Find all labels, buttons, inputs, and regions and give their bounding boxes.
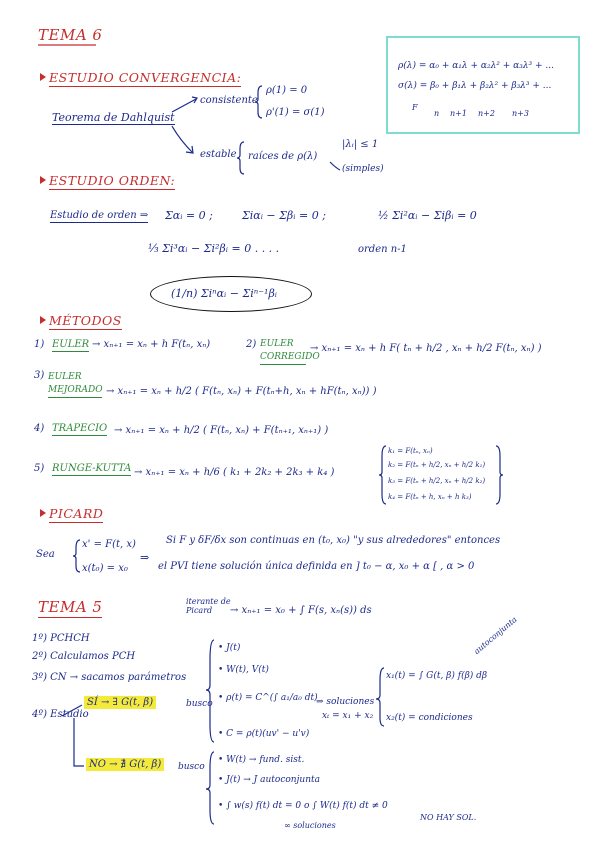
picard-sys-2: x(t₀) = x₀ <box>82 563 128 574</box>
x2-eq: x₂(t) = condiciones <box>386 713 473 723</box>
mark-n: n <box>434 109 440 118</box>
mark-n3: n+3 <box>512 109 529 118</box>
page-title: TEMA 6 <box>38 26 103 44</box>
heading-orden <box>40 175 175 188</box>
heading-convergencia-text: ESTUDIO CONVERGENCIA: <box>49 70 242 85</box>
order-eq-b: Σiαᵢ − Σβᵢ = 0 ; <box>242 209 326 222</box>
consistente-eq2: ρ'(1) = σ(1) <box>266 107 325 118</box>
bullet-a-2: • ρ(t) = C^(∫ a₁/a₀ dt) <box>218 693 318 703</box>
simples-label: (simples) <box>342 164 384 174</box>
heading-picard <box>40 508 103 521</box>
m4-eq: → xₙ₊₁ = xₙ + h/2 ( F(tₙ, xₙ) + F(tₙ₊₁, xₙ₊₁) ) <box>114 425 329 436</box>
rk-k4: k₄ = F(tₙ + h, xₙ + h k₃) <box>388 493 472 501</box>
m5-eq: → xₙ₊₁ = xₙ + h/6 ( k₁ + 2k₂ + 2k₃ + k₄ ) <box>134 467 335 478</box>
m3-eq: → xₙ₊₁ = xₙ + h/2 ( F(tₙ, xₙ) + F(tₙ+h, xₙ + hF(tₙ, xₙ)) ) <box>106 386 377 397</box>
polynomial-box <box>386 36 580 134</box>
si-branch-text: SÍ → ∃ G(t, β) <box>84 696 156 709</box>
consistente-eq1: ρ(1) = 0 <box>266 85 308 96</box>
step-4: 4º) Estudio <box>32 709 89 720</box>
bullet-a-0: • J(t) <box>218 643 241 653</box>
general-order-oval <box>150 276 312 312</box>
rk-k1: k₁ = F(tₙ, xₙ) <box>388 447 433 455</box>
picard-line2: el PVI tiene solución única definida en ] t₀ − α, x₀ + α [ , α > 0 <box>158 561 475 572</box>
bullet-triangle-icon <box>40 316 46 324</box>
consistente-label: consistente <box>200 95 258 106</box>
estable-label: estable <box>200 149 237 160</box>
picard-sys-1: x' = F(t, x) <box>82 539 136 550</box>
no-branch <box>86 760 164 770</box>
autoconjunta-1: autoconjunta <box>472 614 519 656</box>
bullet-b-2: • ∫ w(s) f(t) dt = 0 o ∫ W(t) f(t) dt ≠ 0 <box>218 801 388 811</box>
m4-name: TRAPECIO <box>52 423 108 434</box>
m2-eq: → xₙ₊₁ = xₙ + h F( tₙ + h/2 , xₙ + h/2 F(tₙ, xₙ) ) <box>310 343 542 354</box>
bullet-a-1: • W(t), V(t) <box>218 665 269 675</box>
sea-label: Sea <box>36 549 55 560</box>
order-eq-a: Σαᵢ = 0 ; <box>165 209 213 222</box>
step-2: 2º) Calculamos PCH <box>32 651 136 662</box>
busco-1: busco <box>186 699 213 709</box>
picard-arrow: ⇒ <box>140 551 150 564</box>
mark-n1: n+1 <box>450 109 467 118</box>
heading-orden-text: ESTUDIO ORDEN: <box>49 173 176 188</box>
soluciones-label: ⇒ soluciones <box>316 697 375 707</box>
iterante-eq: → xₙ₊₁ = x₀ + ∫ F(s, xₙ(s)) ds <box>230 605 372 616</box>
m1-num: 1) <box>34 339 45 350</box>
m1-eq: → xₙ₊₁ = xₙ + h F(tₙ, xₙ) <box>92 339 211 350</box>
m2-name: EULER CORREGIDO <box>260 338 306 365</box>
sigma-equation: σ(λ) = β₀ + β₁λ + β₂λ² + β₃λ³ + ... <box>398 81 552 91</box>
m4-num: 4) <box>34 423 45 434</box>
bullet-triangle-icon <box>40 73 46 81</box>
step-1: 1º) PCHCH <box>32 633 90 644</box>
teorema-dahlquist: Teorema de Dahlquist <box>52 111 175 124</box>
bullet-b-0: • W(t) → fund. sist. <box>218 755 305 765</box>
heading-metodos-text: MÉTODOS <box>49 313 122 328</box>
mark-f: F <box>412 103 418 112</box>
bullet-triangle-icon <box>40 509 46 517</box>
no-branch-text: NO → ∄ G(t, β) <box>86 758 164 771</box>
m2-num: 2) <box>246 339 257 350</box>
heading-metodos <box>40 315 122 328</box>
infinitas-soluciones: ∞ soluciones <box>284 821 336 830</box>
heading-picard-text: PICARD <box>49 506 104 521</box>
rk-k2: k₂ = F(tₙ + h/2, xₙ + h/2 k₁) <box>388 461 486 469</box>
picard-line1: Si F y δF/δx son continuas en (t₀, x₀) "y sus alrededores" entonces <box>166 535 501 546</box>
busco-2: busco <box>178 762 205 772</box>
rk-k3: k₃ = F(tₙ + h/2, xₙ + h/2 k₂) <box>388 477 486 485</box>
order-eq-c: ½ Σi²αᵢ − Σiβᵢ = 0 <box>378 209 477 222</box>
order-eq-d: ⅓ Σi³αᵢ − Σi²βᵢ = 0 . . . . <box>148 242 280 255</box>
rho-equation: ρ(λ) = α₀ + α₁λ + α₂λ² + α₃λ³ + ... <box>398 61 554 71</box>
bullet-b-1: • J(t) → J autoconjunta <box>218 775 320 785</box>
raices-label: raíces de ρ(λ) <box>248 151 318 162</box>
si-branch <box>84 698 156 708</box>
m3-num: 3) <box>34 370 45 381</box>
m3-name: EULER MEJORADO <box>48 371 102 398</box>
xt-eq: xₜ = x₁ + x₂ <box>322 711 374 721</box>
bullet-a-3: • C = ρ(t)(uv' − u'v) <box>218 729 310 739</box>
estudio-orden-label: Estudio de orden ⇒ <box>50 210 149 221</box>
m1-name: EULER <box>52 339 90 350</box>
mark-n2: n+2 <box>478 109 495 118</box>
tema5-title-text: TEMA 5 <box>38 598 103 616</box>
m5-num: 5) <box>34 463 45 474</box>
iterante-label: iterante de Picard <box>186 597 231 615</box>
general-order-eq: (1/n) Σiⁿαᵢ − Σiⁿ⁻¹βᵢ <box>171 287 278 300</box>
orden-label: orden n-1 <box>358 244 407 255</box>
x1-eq: x₁(t) = ∫ G(t, β) f(β) dβ <box>386 671 488 681</box>
step-3: 3º) CN → sacamos parámetros <box>32 672 187 683</box>
no-hay-sol: NO HAY SOL. <box>420 813 477 822</box>
condition-eq: |λᵢ| ≤ 1 <box>342 139 379 150</box>
bullet-triangle-icon <box>40 176 46 184</box>
tema5-title <box>38 600 102 615</box>
m5-name: RUNGE-KUTTA <box>52 463 132 474</box>
heading-convergencia <box>40 72 241 85</box>
